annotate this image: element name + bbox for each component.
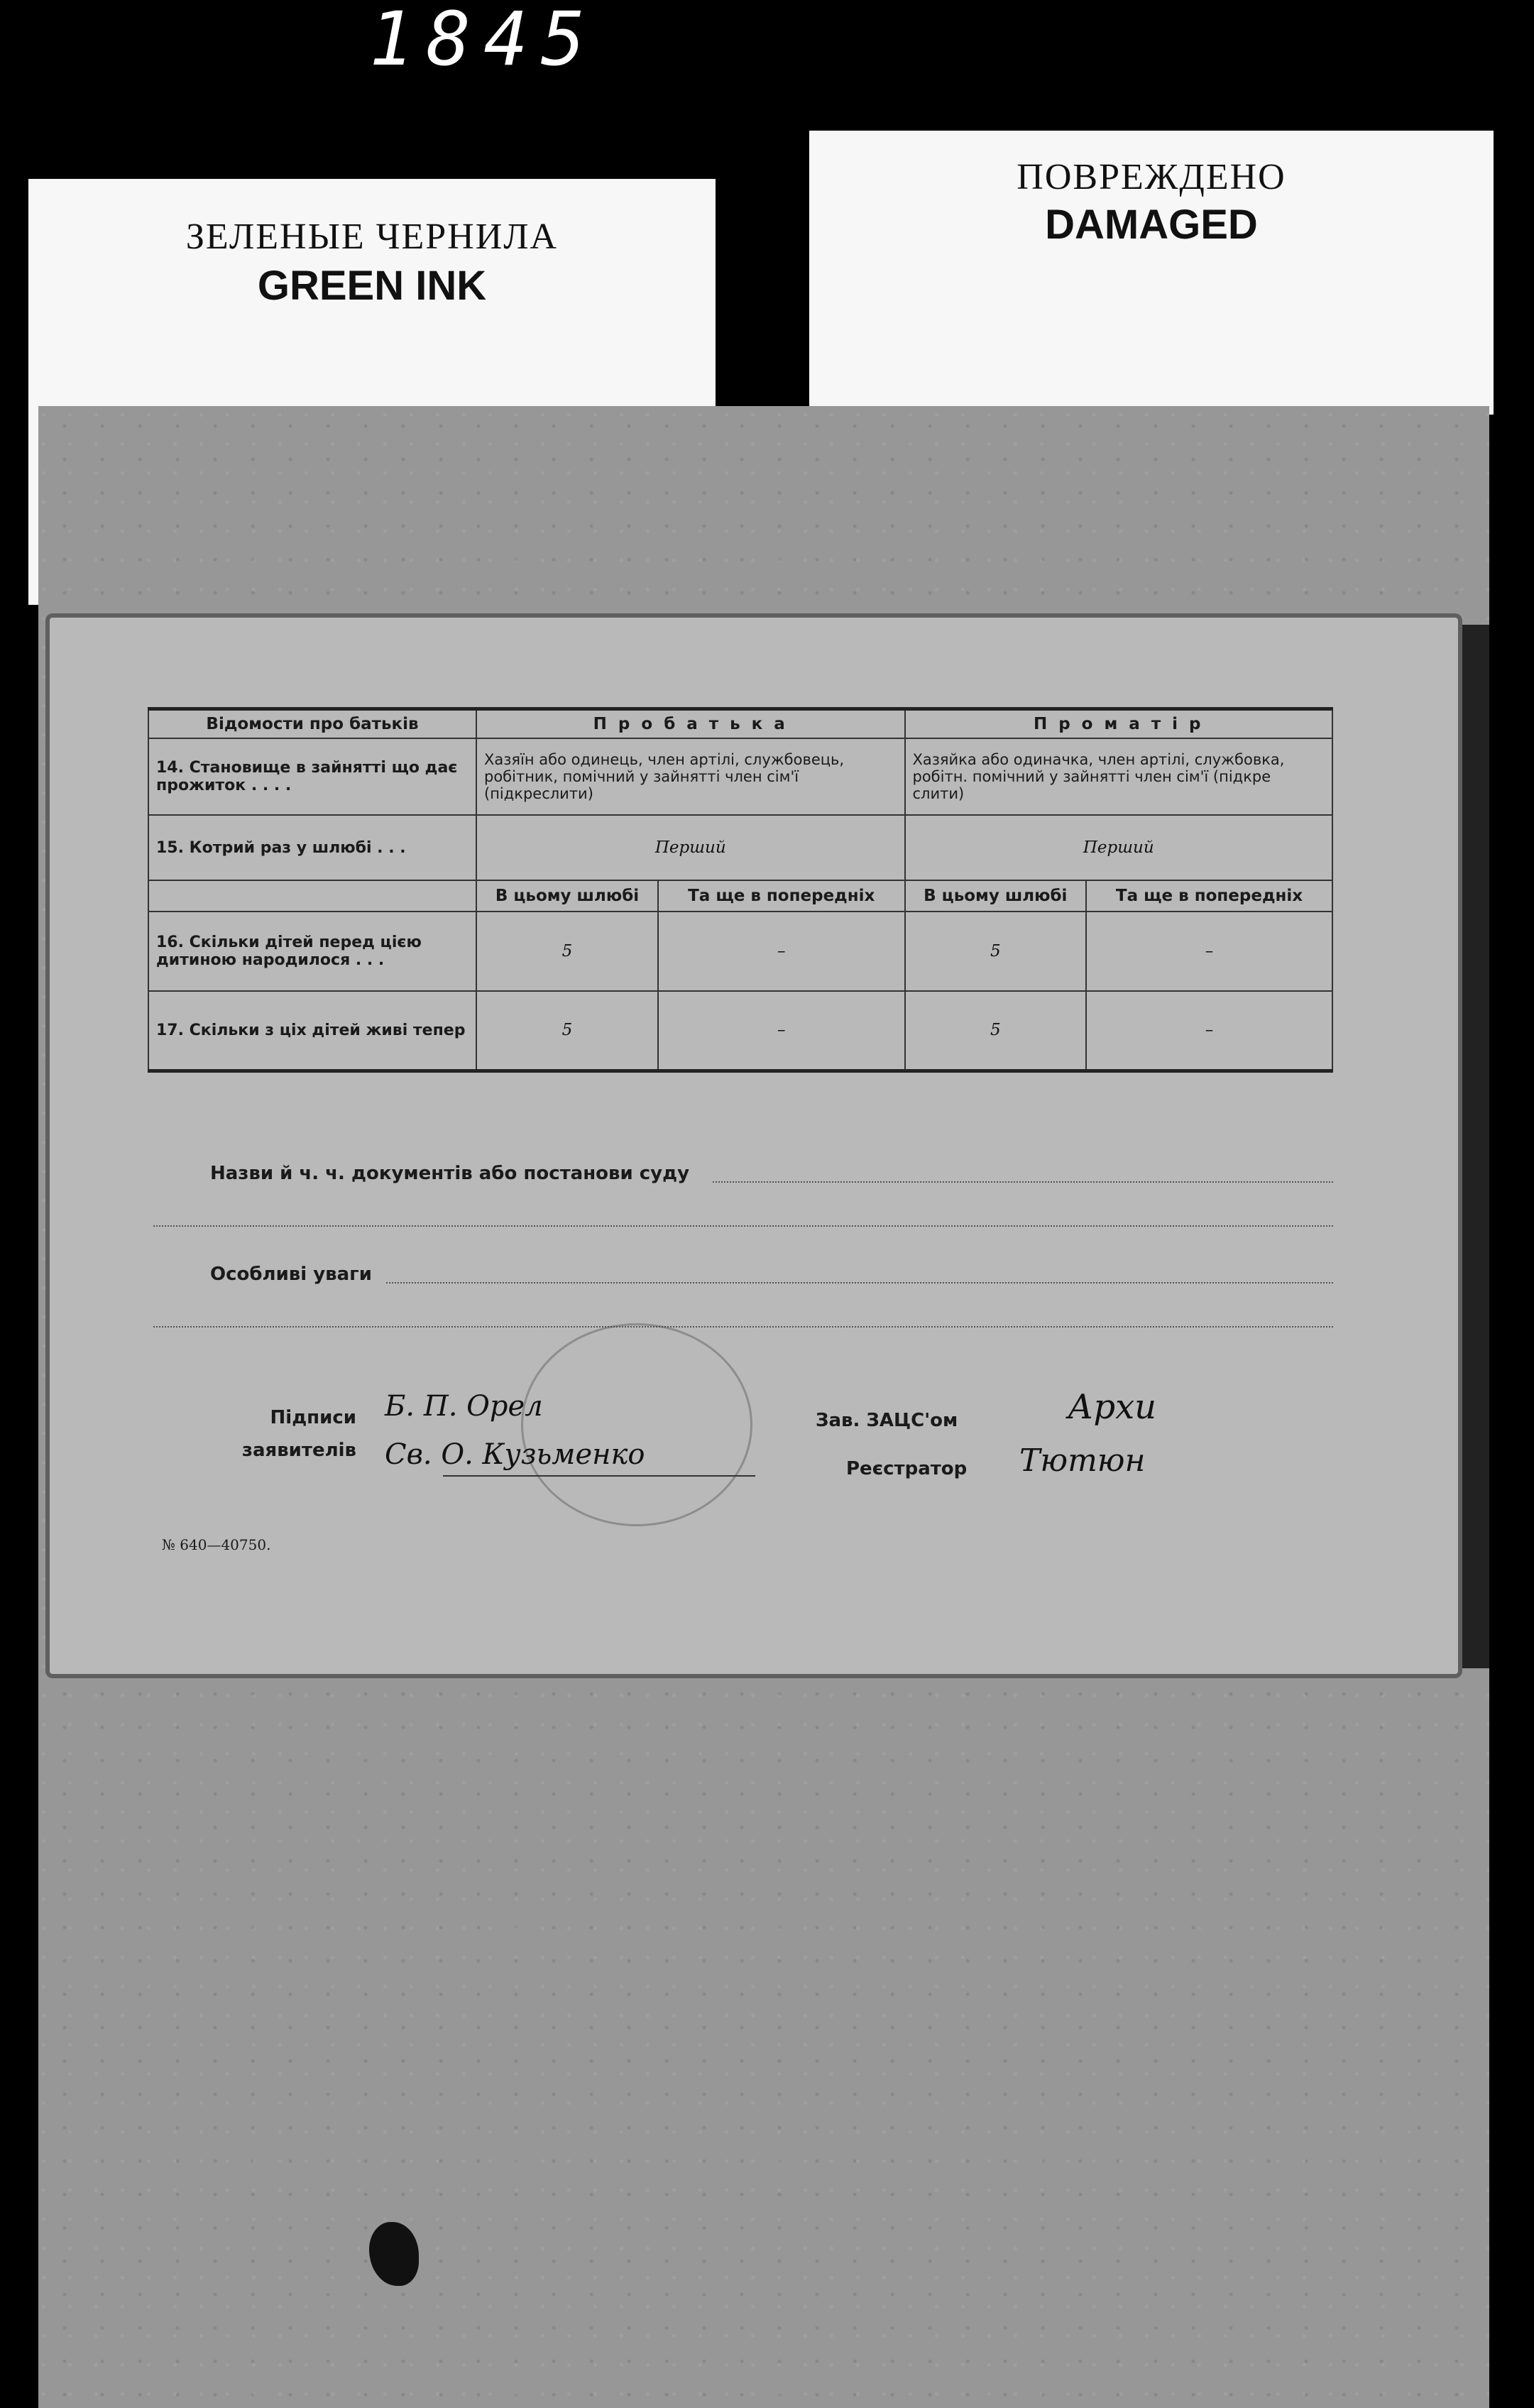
subheader-mother-this: В цьому шлюбі [905,880,1087,912]
row-16-father-prev: – [658,912,905,991]
documents-label: Назви й ч. ч. документів або постанови суду [210,1163,690,1184]
official-stamp [521,1323,752,1526]
table-row-17 [148,991,1332,1071]
head-of-registry-label: Зав. ЗАЦС'ом [816,1410,958,1431]
subheader-mother-prev: Та ще в попередніх [1086,880,1332,912]
row-16-mother-this: 5 [905,912,1087,991]
signatures-label-1: Підписи [270,1407,356,1428]
row-17-father-this: 5 [476,991,658,1071]
row-14-father: Хазяїн або одинець, член артілі, службовець, робітник, помічний у зайнятті член сім'ї (підкреслити) [476,738,905,815]
registrar-label: Реєстратор [846,1458,968,1479]
documents-line-1 [713,1181,1333,1183]
row-14-label: 14. Становище в зайнятті що дає прожиток . . . . [148,738,476,815]
notice-ru: ПОВРЕЖДЕНО [1017,157,1286,197]
notice-en: DAMAGED [1045,202,1258,248]
row-17-father-prev: – [658,991,905,1071]
row-16-father-this: 5 [476,912,658,991]
registration-form-card [45,613,1462,1678]
row-16-mother-prev: – [1086,912,1332,991]
form-number: № 640—40750. [162,1536,271,1553]
applicant-signature-1: Б. П. Орел [385,1390,543,1423]
documents-line-2 [153,1225,1333,1227]
subheader-father-this: В цьому шлюбі [476,880,658,912]
head-of-registry-signature: Архи [1068,1387,1157,1427]
signature-line [443,1475,755,1477]
header-parents-info: Відомости про батьків [148,709,476,739]
header-mother: П р о м а т і р [905,709,1333,739]
damaged-notice [809,131,1494,415]
table-subheader-row [148,880,1332,912]
parents-info-table [148,707,1333,1073]
row-14-mother: Хазяйка або одиначка, член артілі, службовка, робітн. помічний у зайнятті член сім'ї (підкре слити) [905,738,1333,815]
subheader-father-prev: Та ще в попередніх [658,880,905,912]
registrar-signature: Тютюн [1019,1443,1146,1479]
special-notes-line-2 [153,1326,1333,1328]
row-17-mother-this: 5 [905,991,1087,1071]
table-row-14 [148,738,1332,815]
special-notes-label: Особливі уваги [210,1264,372,1285]
applicant-signature-2: Св. О. Кузьменко [385,1438,645,1471]
frame-number: 1845 [369,0,598,82]
table-header-row [148,709,1332,739]
row-17-label: 17. Скільки з ціх дітей живі тепер [148,991,476,1071]
row-15-father-value: Перший [476,815,905,880]
signatures-label-2: заявителів [241,1440,356,1461]
row-16-label: 16. Скільки дітей перед цією дитиною народилося . . . [148,912,476,991]
table-row-16 [148,912,1332,991]
row-17-mother-prev: – [1086,991,1332,1071]
row-15-label: 15. Котрий раз у шлюбі . . . [148,815,476,880]
special-notes-line-1 [386,1282,1333,1284]
row-15-mother-value: Перший [905,815,1333,880]
subheader-empty [148,880,476,912]
notice-en: GREEN INK [257,263,487,309]
notice-ru: ЗЕЛЕНЫЕ ЧЕРНИЛА [185,217,559,257]
header-father: П р о б а т ь к а [476,709,905,739]
table-row-15 [148,815,1332,880]
